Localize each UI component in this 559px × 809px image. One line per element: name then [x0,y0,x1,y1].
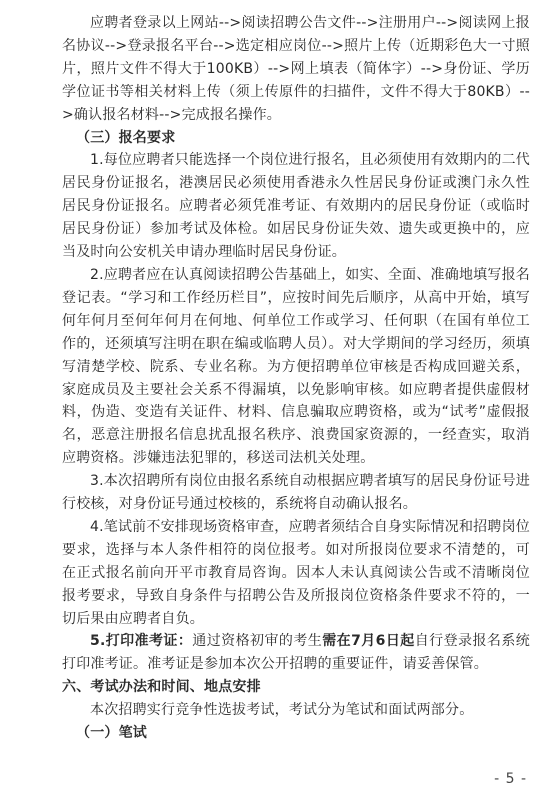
heading-written-exam: （一）笔试 [76,725,147,742]
paragraph-registration-steps: 应聘者登录以上网站-->阅读招聘公告文件-->注册用户-->阅读网上报名协议-->登录报名平台-->选定相应岗位-->照片上传（近期彩色大一寸照片，照片文件不得大于100KB）-->网上填表（简体字）-->身份证、学历学位证书等相关材料上传（须上传原件的扫描件，文件不得大于80KB）-->确认报名材料-->完成报名操作。 [62,15,530,123]
print-admission-text-a: 通过资格初审的考生 [192,633,323,650]
paragraph-requirement-1: 1.每位应聘者只能选择一个岗位进行报名，且必须使用有效期内的二代居民身份证报名，港澳居民必须使用香港永久性居民身份证或澳门永久性居民身份证报名。应聘者必须凭准考证、有效期内的居民身份证（或临时居民身份证）参加考试及体检。如居民身份证失效、遗失或更换中的，应当及时向公安机关申请办理临时居民身份证。 [62,152,530,261]
heading-section-6: 六、考试办法和时间、地点安排 [62,679,261,696]
print-admission-lead: 5.打印准考证： [90,633,193,650]
paragraph-requirement-5 [62,630,530,676]
paragraph-requirement-4: 4.笔试前不安排现场资格审查，应聘者须结合自身实际情况和招聘岗位要求，选择与本人条件相符的岗位报考。如对所报岗位要求不清楚的，可在正式报名前向开平市教育局咨询。因本人未认真阅读公告或不清晰岗位报考要求，导致自身条件与招聘公告及所报岗位资格条件要求不符的，一切后果由应聘者自负。 [62,518,530,627]
print-admission-date: 需在7月6日起 [322,633,415,650]
document-body [62,12,530,745]
page-number: - 5 - [494,771,527,787]
paragraph-exam-method: 本次招聘实行竞争性选拔考试，考试分为笔试和面试两部分。 [90,702,474,719]
print-admission-text-b: 自行登录报名系统打印准考证。准考证是参加本次公开招聘的重要证件，请妥善保管。 [62,633,530,673]
paragraph-requirement-3: 3.本次招聘所有岗位由报名系统自动根据应聘者填写的居民身份证号进行校核，对身份证号通过校核的，系统将自动确认报名。 [62,473,530,513]
heading-registration-requirements: （三）报名要求 [76,129,176,146]
paragraph-requirement-2: 2.应聘者应在认真阅读招聘公告基础上，如实、全面、准确地填写报名登记表。“学习和工作经历栏目”，应按时间先后顺序，从高中开始，填写何年何月至何年何月在何地、何单位工作或学习、任何职（在国有单位工作的，还须填写注明在职在编或临聘人员）。对大学期间的学习经历，须填写清楚学校、院系、专业名称。为方便招聘单位审核是否构成回避关系，家庭成员及主要社会关系不得漏填，以免影响审核。如应聘者提供虚假材料，伪造、变造有关证件、材料、信息骗取应聘资格，或为“试考”虚假报名，恶意注册报名信息扰乱报名秩序、浪费国家资源的，一经查实，取消应聘资格。涉嫌违法犯罪的，移送司法机关处理。 [62,266,530,467]
